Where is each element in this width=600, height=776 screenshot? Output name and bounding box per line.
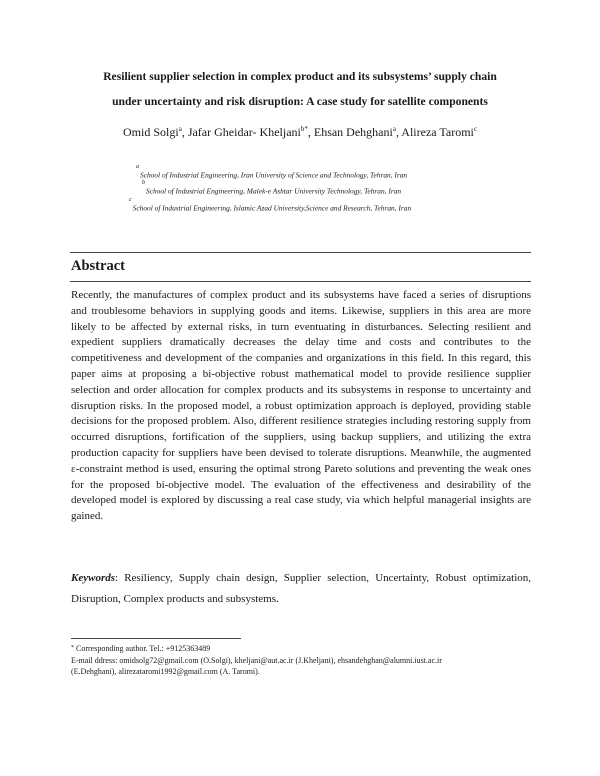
author: Jafar Gheidar- Kheljani$^{b*}$, bbox=[187, 125, 314, 139]
keywords-label: Keywords bbox=[71, 572, 115, 584]
abstract-top-rule bbox=[70, 252, 531, 253]
author: Ehsan Dehghani$^a$, bbox=[313, 125, 402, 139]
author: Alireza Taromi$^c$ bbox=[401, 125, 477, 139]
paper-title-line-1: Resilient supplier selection in complex product and its subsystems’ supply chain bbox=[103, 70, 497, 83]
affiliation-b: $^b$School of Industrial Engineering, Malek-e Ashtar University Technology, Tehran, Iran bbox=[142, 180, 402, 196]
email-addresses-line-1: E-mail ddress: omidsolg72@gmail.com (O.Solgi), kheljani@aut.ac.ir (J.Kheljani), ehsandehghan@alumni.iust.ac.ir bbox=[71, 655, 442, 665]
footnote-rule bbox=[71, 638, 241, 639]
abstract-heading-rule bbox=[70, 281, 531, 282]
affiliation-a: $^a$School of Industrial Engineering, Iran University of Science and Technology, Tehran, Iran bbox=[136, 164, 408, 180]
abstract-text: Recently, the manufactures of complex product and its subsystems have faced a series of disruptions and troublesome behaviors in supplying goods and items. Likewise, suppliers in this area are more likely to be affected by external risks, in turn eventuating in disturbances. Selecting resilient and expedient suppliers dramatically decreases the delay time and costs and contributes to the competitiveness and development of the companies and organizations in this field. In this regard, this paper aims at proposing a bi-objective robust mathematical model to provide resilience supplier selection and order allocation for complex products and its subsystems in response to uncertainty and disruption risks. In the proposed model, a robust optimization approach is deployed, providing stable decisions for the proposed problem. Also, different resilience strategies including restoring supply from occurred disruptions, fortification of the suppliers, using backup suppliers, and utilizing the extra production capacity for suppliers have been devised to tolerate disruptions. Meanwhile, the augmented ε-constraint method is used, ensuring the optimal strong Pareto solutions and preventing the weak ones for the proposed bi-objective model. The evaluation of the effectiveness and desirability of the developed model is explored by discussing a real case study, via which helpful managerial insights are gained. bbox=[71, 289, 531, 523]
affiliation-c: $^c$School of Industrial Engineering, Islamic Azad University,Science and Research, Tehran, Iran bbox=[129, 197, 412, 213]
abstract-heading: Abstract bbox=[71, 258, 125, 274]
corresponding-author-note: * Corresponding author. Tel.: +9125363489 bbox=[71, 644, 211, 653]
author-list bbox=[60, 125, 540, 140]
author: Omid Solgi$^a$, bbox=[123, 125, 188, 139]
keywords-text: : Resiliency, Supply chain design, Supplier selection, Uncertainty, Robust optimization, Disruption, Complex products and subsystems. bbox=[71, 572, 531, 605]
email-addresses-line-2: (E.Dehghani), alirezataromi1992@gmail.com (A. Taromi). bbox=[71, 667, 260, 677]
paper-title-line-2: under uncertainty and risk disruption: A case study for satellite components bbox=[112, 95, 488, 108]
footnotes bbox=[71, 643, 541, 678]
keywords bbox=[71, 568, 531, 610]
